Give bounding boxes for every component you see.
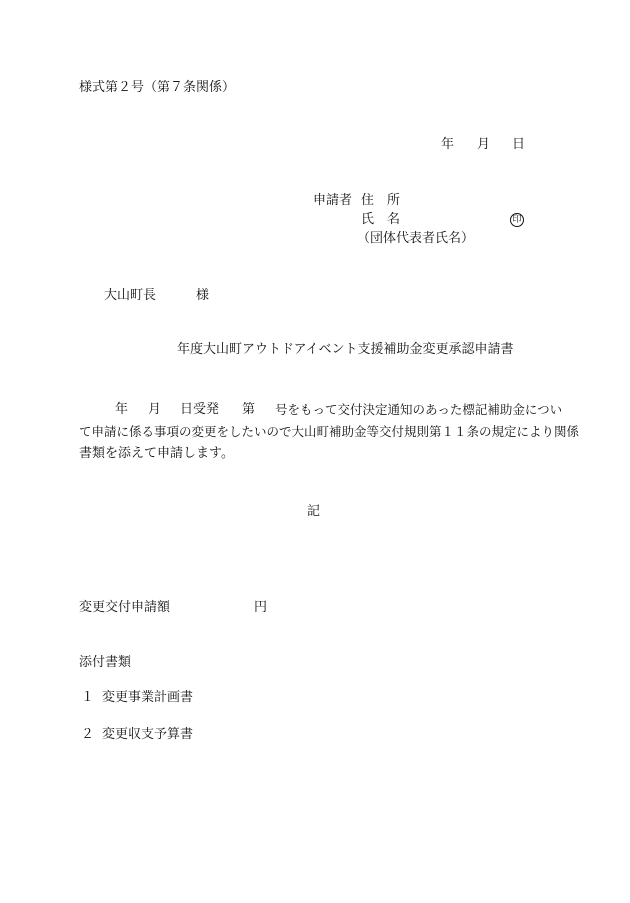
body-no-prefix: 第 xyxy=(242,402,256,417)
name-label: 氏 名 xyxy=(361,212,401,227)
ki-heading: 記 xyxy=(307,504,321,519)
document-title: 年度大山町アウトドアイベント支援補助金変更承認申請書 xyxy=(177,342,514,357)
date-year-label: 年 xyxy=(441,137,455,152)
address-label: 住 所 xyxy=(361,193,401,208)
date-month-label: 月 xyxy=(477,137,491,152)
body-day: 日受発 xyxy=(180,402,220,417)
date-day-label: 日 xyxy=(512,137,526,152)
attachment-item-1: 変更事業計画書 xyxy=(102,690,194,705)
body-line3: 書類を添えて申請します。 xyxy=(79,446,234,461)
body-line1-rest: 号をもって交付決定通知のあった標記補助金につい xyxy=(275,402,563,417)
honorific: 様 xyxy=(196,288,210,303)
attachment-number: ２ xyxy=(81,727,95,742)
seal-mark-icon: 印 xyxy=(510,213,524,227)
amount-label: 変更交付申請額 xyxy=(79,600,171,615)
attachments-heading: 添付書類 xyxy=(79,655,132,670)
organization-note: （団体代表者氏名） xyxy=(357,231,475,246)
form-number: 様式第２号（第７条関係） xyxy=(79,80,236,95)
attachment-number: １ xyxy=(81,690,95,705)
body-year: 年 xyxy=(115,402,129,417)
mayor-title: 大山町長 xyxy=(104,288,157,303)
applicant-label: 申請者 xyxy=(313,193,353,208)
body-line2: て申請に係る事項の変更をしたいので大山町補助金等交付規則第１１条の規定により関係 xyxy=(79,424,580,439)
body-month: 月 xyxy=(148,402,162,417)
attachment-item-2: 変更収支予算書 xyxy=(102,727,194,742)
amount-unit: 円 xyxy=(254,600,268,615)
